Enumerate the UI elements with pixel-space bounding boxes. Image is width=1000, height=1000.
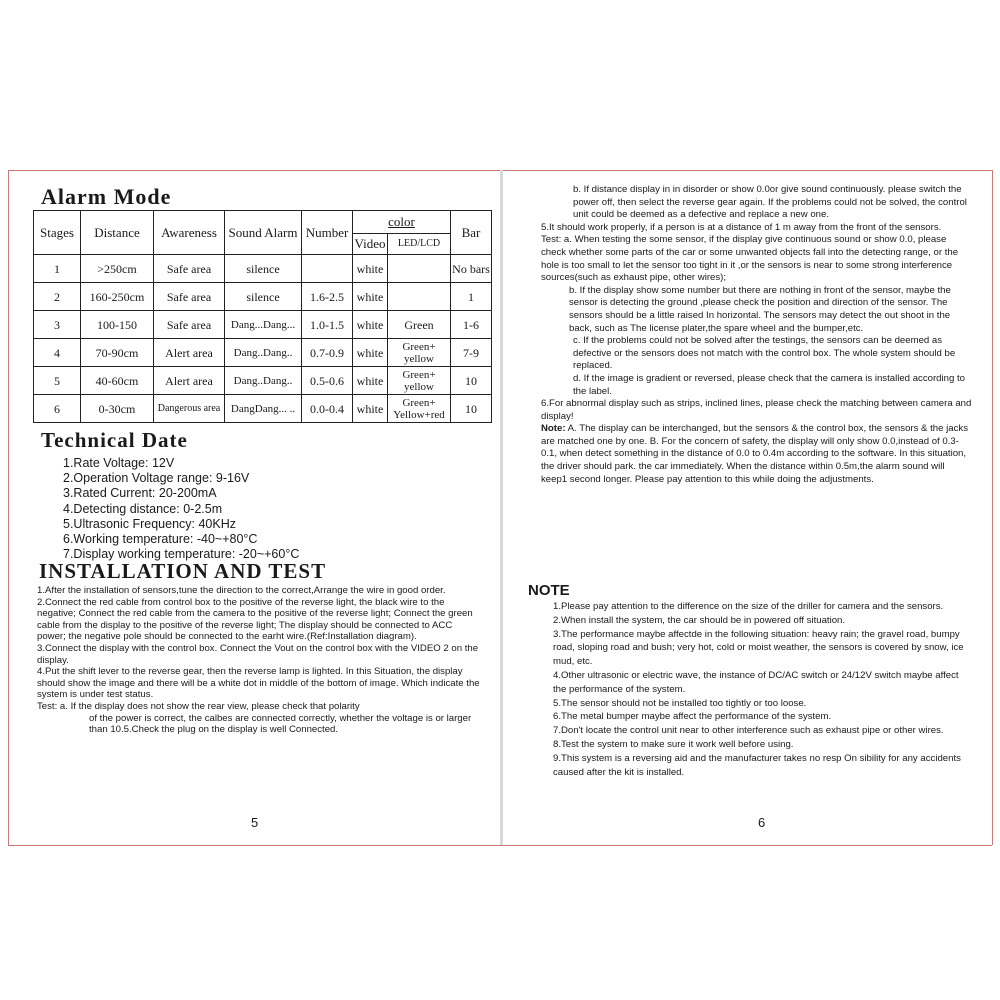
- install-step: 3.Connect the display with the control box. Connect the Vout on the control box with the VIDEO 2 on the display.: [37, 642, 479, 666]
- table-row: [34, 311, 492, 339]
- test2-b: b. If the display show some number but there are nothing in front of the sensor, maybe the sensor is detecting the ground ,please check the position and direction of the sensor. The sensors should be a little raised In horizontal. The sensors may detect the out shoot in the back, such as The license plater,the spare wheel and the bumper,etc.: [569, 284, 951, 334]
- cell-stage: 3: [34, 311, 81, 339]
- item-6: 6.For abnormal display such as strips, inclined lines, please check the matching between camera and display!: [541, 398, 972, 422]
- list-item: 5.Ultrasonic Frequency: 40KHz: [63, 516, 236, 531]
- list-item: 6.The metal bumper maybe affect the performance of the system.: [553, 711, 832, 723]
- list-item: 2.When install the system, the car should be in powered off situation.: [553, 614, 846, 626]
- note-title: NOTE: [528, 582, 570, 599]
- cell-stage: 6: [34, 395, 81, 423]
- cell-video: white: [353, 255, 388, 283]
- list-item: 2.Operation Voltage range: 9-16V: [63, 471, 250, 486]
- alarm-table: [33, 210, 492, 423]
- cell-number: 0.5-0.6: [302, 367, 353, 395]
- install-step: 4.Put the shift lever to the reverse gear, then the reverse lamp is lighted. In this Situation, the display should show the image and there will be a white dot in middle of the bottom of image. Which indicate the system is under test status.: [37, 666, 480, 701]
- header-awareness: Awareness: [154, 211, 225, 255]
- cell-distance: 100-150: [81, 311, 154, 339]
- cell-awareness: Dangerous area: [154, 395, 225, 423]
- cell-video: white: [353, 311, 388, 339]
- list-item: 4.Other ultrasonic or electric wave, the instance of DC/AC switch or 24/12V switch maybe affect the performance of the system.: [553, 669, 959, 695]
- header-number: Number: [302, 211, 353, 255]
- cell-number: 1.0-1.5: [302, 311, 353, 339]
- install-step: 1.After the installation of sensors,tune the direction to the correct,Arrange the wire in good order.: [37, 585, 446, 596]
- test2-d: d. If the image is gradient or reversed, please check that the camera is installed according to the label.: [573, 372, 965, 397]
- header-distance: Distance: [81, 211, 154, 255]
- test-b: b. If distance display in in disorder or show 0.0or give sound continuously. please switch the power off, then select the reverse gear again. If the problems could not be solved, the control unit could be deemed as a defective and replace a new one.: [573, 184, 967, 221]
- test2-a: Test: a. When testing the some sensor, if the display give continuous sound or show 0.0, please check whether some parts of the car or some unwanted objects fall into the detecting range, or the hole is too small to let the sensor too tight in it ,or the sensors is near to some strong interference sources(such as exhaust pipe, other wires);: [541, 234, 959, 284]
- cell-stage: 5: [34, 367, 81, 395]
- cell-sound: Dang..Dang..: [225, 339, 302, 367]
- note-label: Note:: [541, 423, 566, 435]
- header-video: Video: [353, 234, 388, 255]
- cell-video: white: [353, 283, 388, 311]
- table-row: [34, 395, 492, 423]
- cell-stage: 2: [34, 283, 81, 311]
- cell-awareness: Safe area: [154, 311, 225, 339]
- list-item: 6.Working temperature: -40~+80°C: [63, 532, 258, 547]
- page-number-left: 5: [251, 815, 259, 830]
- install-step: 2.Connect the red cable from control box to the positive of the reverse light, the black wire to the negative; Connect the red cable from the camera to the positive of the reverse light; Connect the green cable from the display to the positive of the reverse light; The display should be connected to ACC power; the negative pole should be connected to the earht wire.(Ref:Installation diagram).: [37, 596, 473, 643]
- cell-stage: 4: [34, 339, 81, 367]
- installation-title: INSTALLATION AND TEST: [39, 559, 327, 583]
- right-page: [503, 170, 993, 845]
- cell-awareness: Alert area: [154, 367, 225, 395]
- list-item: 1.Rate Voltage: 12V: [63, 456, 175, 470]
- cell-sound: Dang...Dang...: [225, 311, 302, 339]
- cell-distance: >250cm: [81, 255, 154, 283]
- cell-video: white: [353, 367, 388, 395]
- cell-distance: 70-90cm: [81, 339, 154, 367]
- left-page: [8, 170, 501, 845]
- table-row: [34, 339, 492, 367]
- list-item: 3.Rated Current: 20-200mA: [63, 486, 217, 501]
- cell-sound: silence: [225, 255, 302, 283]
- header-sound-alarm: Sound Alarm: [225, 211, 302, 255]
- alarm-mode-title: Alarm Mode: [41, 184, 172, 209]
- test-a: Test: a. If the display does not show the rear view, please check that polarity: [37, 700, 360, 712]
- cell-sound: Dang..Dang..: [225, 367, 302, 395]
- table-row: [34, 283, 492, 311]
- cell-led: [388, 255, 451, 283]
- cell-video: white: [353, 395, 388, 423]
- cell-bar: 10: [451, 367, 492, 395]
- item-5: 5.It should work properly, if a person is at a distance of 1 m away from the front of the sensors.: [541, 221, 942, 233]
- cell-bar: 7-9: [451, 339, 492, 367]
- cell-led: [388, 283, 451, 311]
- cell-distance: 0-30cm: [81, 395, 154, 423]
- cell-number: 0.7-0.9: [302, 339, 353, 367]
- page-number-right: 6: [758, 815, 766, 830]
- note-text: A. The display can be interchanged, but the sensors & the control box, the sensors & the jacks are matched one by one. B. For the concern of safety, the display will only show 0.0,instead of 0.3-0.1, when detect something in the distance of 0.0 to 0.4m according to the software. In this situation, the driver should park. the car immediately. When the distance within 0.5m,the alarm sound will keep1 second longer. Please pay attention to this while doing the adjustments.: [541, 423, 968, 485]
- cell-bar: 1: [451, 283, 492, 311]
- list-item: 4.Detecting distance: 0-2.5m: [63, 501, 223, 516]
- cell-awareness: Safe area: [154, 283, 225, 311]
- cell-led: Green+ yellow: [388, 339, 451, 367]
- cell-bar: No bars: [451, 255, 492, 283]
- cell-sound: DangDang... ..: [225, 395, 302, 423]
- header-bar: Bar: [451, 211, 492, 255]
- header-color: color: [353, 211, 451, 234]
- cell-awareness: Alert area: [154, 339, 225, 367]
- cell-distance: 40-60cm: [81, 367, 154, 395]
- test-a-cont: of the power is correct, the calbes are connected correctly, whether the voltage is or larger than 10.5.Check the plug on the display is well Connected.: [89, 712, 472, 736]
- right-test-body: [541, 184, 973, 486]
- list-item: 9.This system is a reversing aid and the manufacturer takes no resp On sibility for any accidents caused after the kit is installed.: [553, 752, 961, 778]
- note-list: [553, 600, 973, 779]
- cell-distance: 160-250cm: [81, 283, 154, 311]
- cell-led: Green: [388, 311, 451, 339]
- cell-number: [302, 255, 353, 283]
- tech-spec-list: [63, 456, 299, 562]
- cell-sound: silence: [225, 283, 302, 311]
- test2-c: c. If the problems could not be solved after the testings, the sensors can be deemed as defective or the sensors does not match with the control box. The whole system should be replaced.: [573, 335, 956, 372]
- cell-bar: 10: [451, 395, 492, 423]
- cell-video: white: [353, 339, 388, 367]
- list-item: 7.Display working temperature: -20~+60°C: [63, 547, 300, 562]
- technical-date-title: Technical Date: [41, 428, 188, 452]
- note-paragraph: [541, 423, 973, 486]
- list-item: 7.Don't locate the control unit near to other interference such as exhaust pipe or other wires.: [553, 725, 944, 737]
- table-row: [34, 255, 492, 283]
- cell-number: 1.6-2.5: [302, 283, 353, 311]
- table-header-row: [34, 211, 492, 234]
- installation-body: [37, 585, 483, 736]
- cell-led: Green+ Yellow+red: [388, 395, 451, 423]
- cell-bar: 1-6: [451, 311, 492, 339]
- header-led-lcd: LED/LCD: [388, 234, 451, 255]
- table-row: [34, 367, 492, 395]
- cell-awareness: Safe area: [154, 255, 225, 283]
- bottom-edge-line: [8, 845, 992, 846]
- cell-led: Green+ yellow: [388, 367, 451, 395]
- header-stages: Stages: [34, 211, 81, 255]
- cell-stage: 1: [34, 255, 81, 283]
- list-item: 8.Test the system to make sure it work well before using.: [553, 738, 794, 750]
- cell-number: 0.0-0.4: [302, 395, 353, 423]
- list-item: 3.The performance maybe affectde in the following situation: heavy rain; the gravel road, bumpy road, sloping road and bush; very hot, cold or moist weather, the sensors is covered by snow, ice mud, etc.: [553, 628, 964, 668]
- list-item: 1.Please pay attention to the difference on the size of the driller for camera and the sensors.: [553, 601, 944, 612]
- list-item: 5.The sensor should not be installed too tightly or too loose.: [553, 697, 807, 709]
